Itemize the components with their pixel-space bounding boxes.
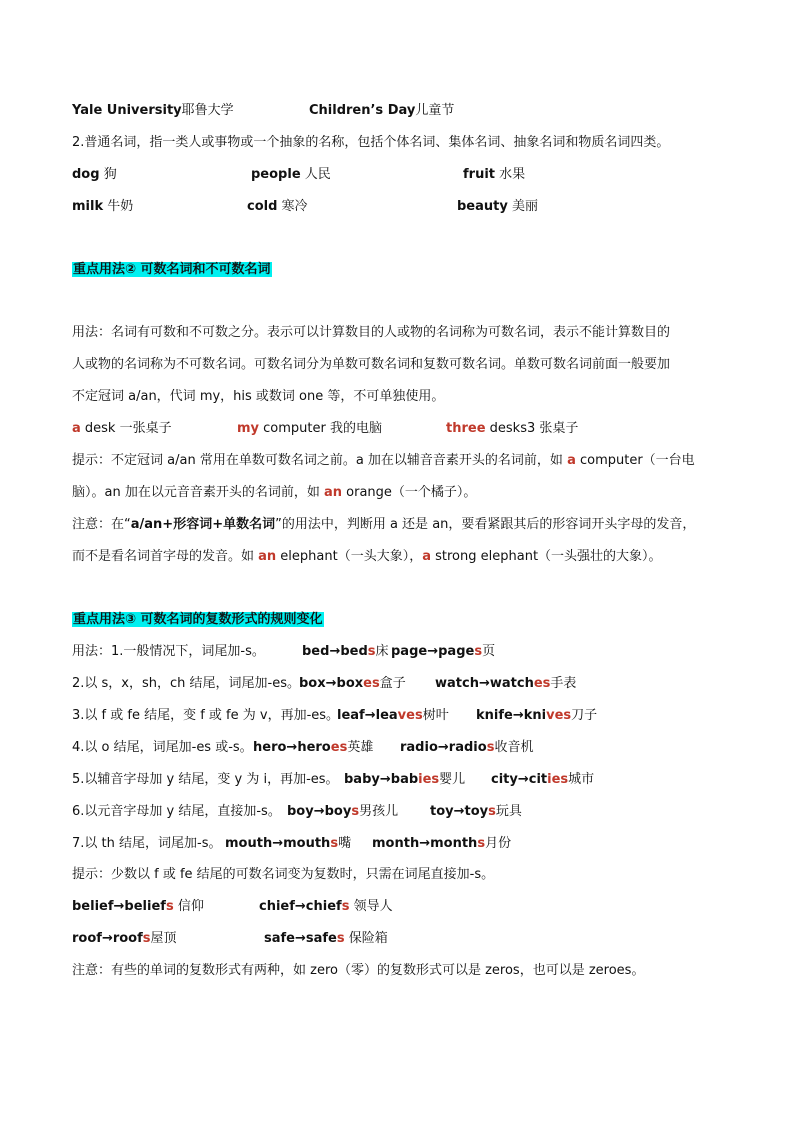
plural-example [253,738,373,758]
base-word: watch [435,676,479,691]
usage-line-1: 用法：名词有可数和不可数之分。表示可以计算数目的人或物的名词称为可数名词，表示不能计算数目的 [72,325,671,340]
base-word: leaf [337,708,365,723]
arrow-icon: → [329,644,341,659]
example-cn: 牛奶 [107,199,134,214]
plural-example [430,802,522,822]
usage-line-3: 不定冠词 a/an，代词 my，his 或数词 one 等，不可单独使用。 [72,389,445,404]
rule-text: 用法：1.一般情况下，词尾加-s。 [72,644,265,659]
example-cn: 婴儿 [439,772,466,787]
plural-suffix: s [477,836,486,851]
tip-text: orange（一个橘子）。 [342,485,477,500]
base-word: box [299,676,326,691]
note-line-1 [72,515,695,535]
example-cn: 月份 [485,836,512,851]
base-word: knife [476,708,513,723]
plural-suffix: s [486,740,495,755]
example-cn: 树叶 [422,708,449,723]
example-text: computer 我的电脑 [259,421,382,436]
plural-example [337,706,449,726]
base-word: safe [264,931,295,946]
example-text: desk 一张桌子 [80,421,172,436]
example-text: desks3 张桌子 [485,421,579,436]
example-en: milk [72,199,104,214]
example-en: Children’s Day [309,103,416,118]
example-en: fruit [463,167,495,182]
plural-note: 注意：有些的单词的复数形式有两种，如 zero（零）的复数形式可以是 zeros，也可以是 zeroes。 [72,963,645,978]
plural-suffix: s [367,644,376,659]
example-cn: 床 [375,644,389,659]
plural-example [372,834,511,854]
example-row-1-item-1 [72,165,117,185]
plural-stem: bab [390,772,419,787]
example-cn: 刀子 [571,708,598,723]
plural-stem: radio [448,740,487,755]
example-cn: 耶鲁大学 [181,103,234,118]
plural-suffix: s [488,804,496,819]
plural-rule-row [72,834,221,854]
rule-text: 7.以 th 结尾，词尾加-s。 [72,836,222,851]
note-text: 注意：在“ [72,517,131,532]
note-text: elephant（一头大象）， [276,549,423,564]
highlight-word: an [258,549,277,564]
plural-suffix: s [142,931,151,946]
tip-text: 脑）。an 加在以元音音素开头的名词前，如 [72,485,324,500]
tip-line-1 [72,451,695,471]
rule-text: 6.以元音字母加 y 结尾，直接加-s。 [72,804,281,819]
example-row-1-item-2 [251,165,331,185]
base-word: bed [302,644,330,659]
arrow-icon: → [294,931,306,946]
plural-stem: box [336,676,364,691]
highlight-word: a [422,549,431,564]
plural-stem: boy [324,804,352,819]
highlight-word: an [323,485,343,500]
example-en: Yale University [72,103,182,118]
arrow-icon: → [419,836,431,851]
plural-stem: bed [340,644,368,659]
plural-suffix: s [474,644,483,659]
example-cn: 狗 [103,167,117,182]
plural-suffix: ves [546,708,572,723]
rule-text: 2.以 s，x，sh，ch 结尾，词尾加-es。 [72,676,300,691]
plural-example [225,834,351,854]
example-cn: 信仰 [177,899,204,914]
common-noun-paragraph: 2.普通名词，指一类人或事物或一个抽象的名称，包括个体名词、集体名词、抽象名词和物质名词四类。 [72,135,670,150]
plural-example [476,706,597,726]
plural-stem: belief [124,899,166,914]
base-word: toy [430,804,454,819]
highlight-word: my [237,421,260,436]
arrow-icon: → [427,644,439,659]
note-text: 而不是看名词首字母的发音。如 [72,549,259,564]
plural-rule-row [72,642,265,662]
example-en: cold [247,199,278,214]
example-en: beauty [457,199,508,214]
plural-rule-row [72,770,339,790]
base-word: hero [253,740,287,755]
plural-example [344,770,465,790]
arrow-icon: → [453,804,465,819]
usage-line-2: 人或物的名词称为不可数名词。可数名词分为单数可数名词和复数可数名词。单数可数名词前面一般要加 [72,357,671,372]
example-row-1-item-3 [463,165,525,185]
example-cn: 手表 [550,676,577,691]
example-row-2-item-3 [457,197,538,217]
base-word: chief [259,899,295,914]
plural-rule-row [72,674,300,694]
plural-example [287,802,398,822]
example-cn: 屋顶 [150,931,177,946]
example-cn: 领导人 [353,899,393,914]
plural-tip: 提示：少数以 f 或 fe 结尾的可数名词变为复数时，只需在词尾直接加-s。 [72,867,495,882]
example-cn: 男孩儿 [359,804,399,819]
rule-text: 5.以辅音字母加 y 结尾，变 y 为 i，再加-es。 [72,772,339,787]
proper-noun-example-2 [309,101,454,121]
plural-suffix: s [351,804,360,819]
countable-example-2 [237,419,382,439]
tip-text: computer（一台电 [575,453,695,468]
plural-suffix: s [341,899,350,914]
example-cn: 保险箱 [348,931,388,946]
plural-rule-row [72,738,253,758]
arrow-icon: → [437,740,449,755]
plural-suffix: s [165,899,174,914]
highlight-word: a [72,421,81,436]
rule-text: 4.以 o 结尾，词尾加-es 或-s。 [72,740,253,755]
arrow-icon: → [313,804,325,819]
note-bold: a/an+形容词+单数名词 [130,517,276,532]
rule-text: 3.以 f 或 fe 结尾，变 f 或 fe 为 v，再加-es。 [72,708,340,723]
arrow-icon: → [379,772,391,787]
tip-example-2 [259,897,393,917]
section-heading-text: 重点用法② 可数名词和不可数名词 [73,262,271,277]
tip-example-1 [72,897,204,917]
arrow-icon: → [113,899,125,914]
arrow-icon: → [286,740,298,755]
plural-rule-row [72,706,339,726]
example-row-2-item-2 [247,197,308,217]
countable-example-1 [72,419,172,439]
plural-stem: roof [112,931,143,946]
plural-example [400,738,533,758]
plural-suffix: ies [547,772,569,787]
plural-example [491,770,594,790]
arrow-icon: → [517,772,529,787]
plural-stem: watch [489,676,534,691]
plural-suffix: es [363,676,380,691]
plural-stem: kni [523,708,547,723]
example-cn: 收音机 [494,740,534,755]
arrow-icon: → [478,676,490,691]
plural-rule-row [72,802,281,822]
arrow-icon: → [325,676,337,691]
plural-stem: hero [297,740,331,755]
proper-noun-examples [72,101,234,121]
plural-example [435,674,576,694]
base-word: mouth [225,836,273,851]
example-en: people [251,167,301,182]
highlight-word: a [567,453,576,468]
base-word: page [391,644,428,659]
plural-suffix: ies [418,772,440,787]
tip-text: 提示：不定冠词 a/an 常用在单数可数名词之前。a 加在以辅音音素开头的名词前，如 [72,453,568,468]
plural-stem: page [438,644,475,659]
plural-suffix: s [330,836,339,851]
plural-stem: chief [305,899,342,914]
tip-example-4 [264,929,388,949]
example-cn: 盒子 [379,676,406,691]
plural-suffix: es [533,676,551,691]
example-en: dog [72,167,100,182]
note-text: strong elephant（一头强壮的大象）。 [431,549,662,564]
example-cn: 寒冷 [281,199,308,214]
section-heading-countable [72,260,272,280]
plural-example [302,642,389,662]
note-line-2 [72,547,662,567]
base-word: city [491,772,518,787]
arrow-icon: → [101,931,113,946]
tip-example-3 [72,929,177,949]
plural-stem: mouth [283,836,331,851]
example-cn: 儿童节 [415,103,455,118]
arrow-icon: → [512,708,524,723]
plural-example [391,642,495,662]
base-word: month [372,836,420,851]
example-cn: 页 [482,644,496,659]
highlight-word: three [446,421,486,436]
plural-stem: cit [528,772,548,787]
plural-stem: safe [305,931,337,946]
note-text: ”的用法中，判断用 a 还是 an，要看紧跟其后的形容词开头字母的发音， [275,517,696,532]
base-word: belief [72,899,114,914]
example-cn: 玩具 [495,804,522,819]
example-cn: 城市 [568,772,595,787]
example-cn: 嘴 [338,836,352,851]
plural-suffix: s [336,931,345,946]
plural-stem: lea [375,708,398,723]
plural-example [299,674,406,694]
plural-stem: toy [464,804,489,819]
section-heading-plural-rules [72,610,324,630]
arrow-icon: → [272,836,284,851]
arrow-icon: → [294,899,306,914]
tip-line-2 [72,483,476,503]
example-row-2-item-1 [72,197,133,217]
section-heading-text: 重点用法③ 可数名词的复数形式的规则变化 [73,612,323,627]
example-cn: 英雄 [347,740,374,755]
example-cn: 水果 [499,167,526,182]
example-cn: 美丽 [511,199,538,214]
plural-suffix: es [330,740,348,755]
base-word: roof [72,931,102,946]
base-word: boy [287,804,314,819]
arrow-icon: → [364,708,376,723]
countable-example-3 [446,419,578,439]
plural-stem: month [430,836,478,851]
base-word: radio [400,740,438,755]
base-word: baby [344,772,380,787]
plural-suffix: ves [397,708,423,723]
example-cn: 人民 [304,167,331,182]
